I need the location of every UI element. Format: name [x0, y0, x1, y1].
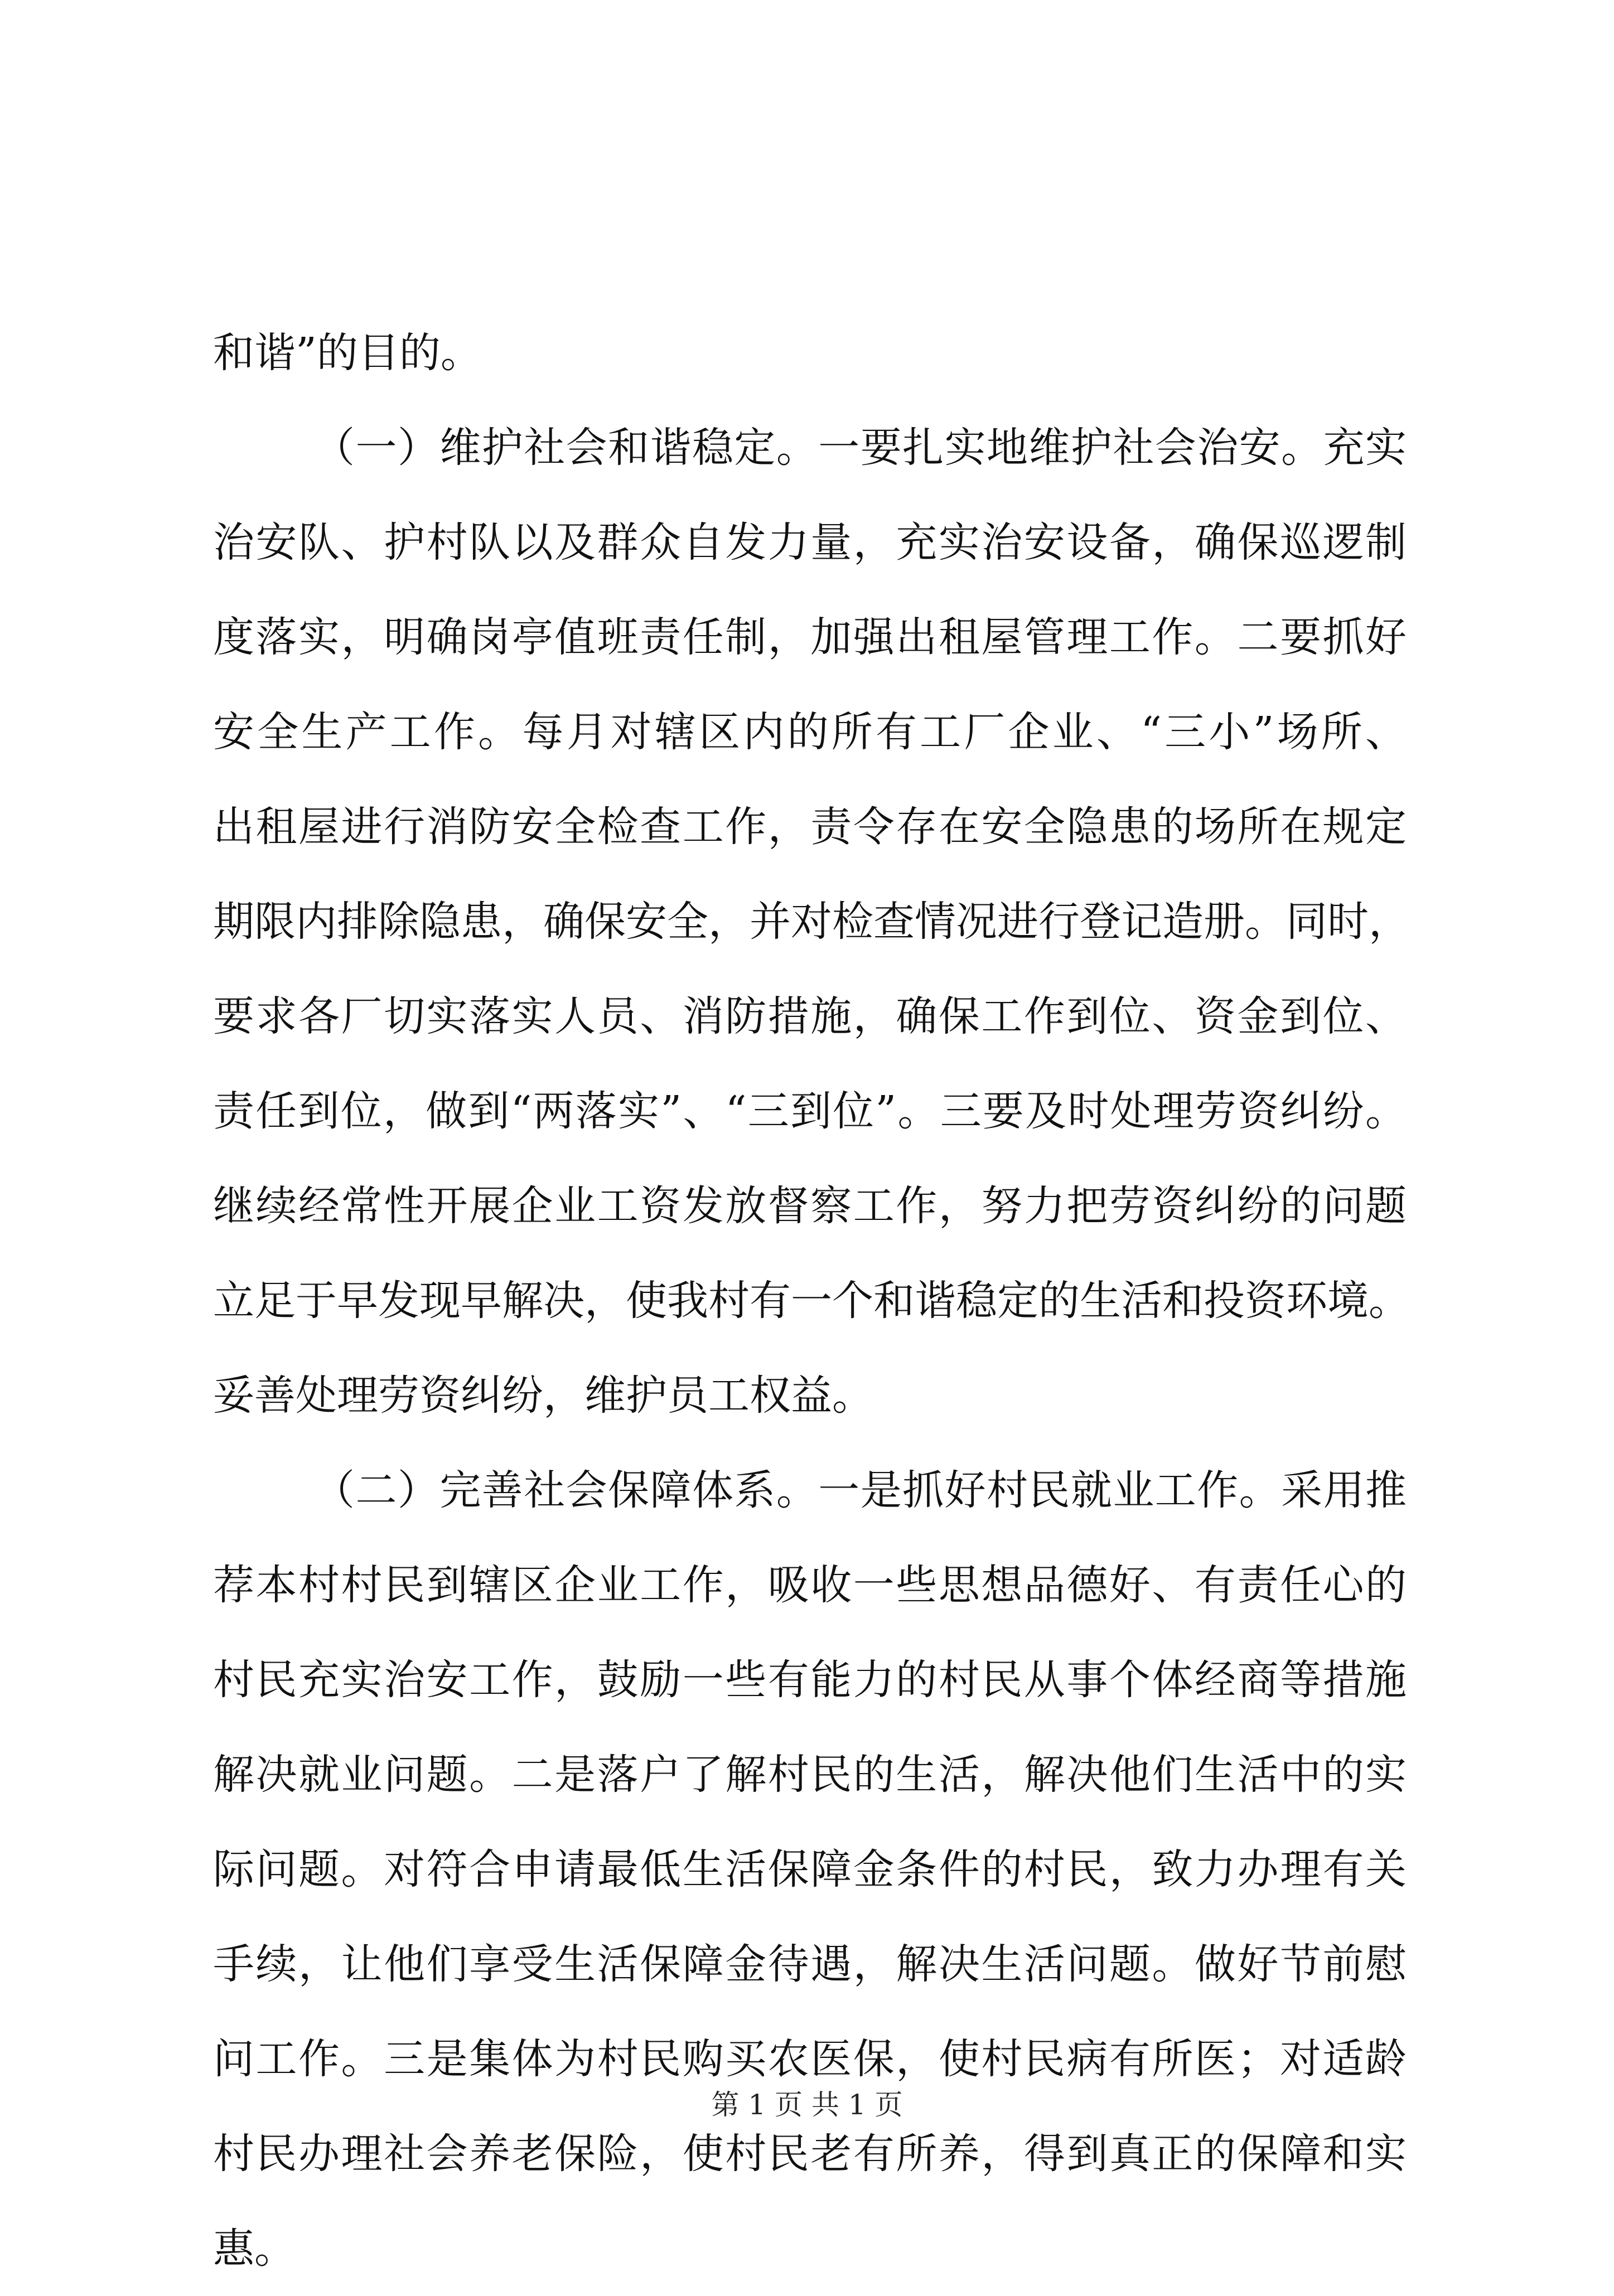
paragraph-line: 治安队、护村队以及群众自发力量，充实治安设备，确保巡逻制 — [213, 519, 1407, 566]
paragraph-line: （二）完善社会保障体系。一是抓好村民就业工作。采用推 — [313, 1466, 1407, 1514]
paragraph-line: 解决就业问题。二是落户了解村民的生活，解决他们生活中的实 — [213, 1751, 1407, 1799]
paragraph-line: 度落实，明确岗亭值班责任制，加强出租屋管理工作。二要抓好 — [213, 613, 1407, 661]
paragraph-line: 荐本村村民到辖区企业工作，吸收一些思想品德好、有责任心的 — [213, 1561, 1407, 1609]
paragraph-line: 责任到位，做到“两落实”、“三到位”。三要及时处理劳资纠纷。 — [213, 1087, 1407, 1135]
paragraph-line: 立足于早发现早解决，使我村有一个和谐稳定的生活和投资环境。 — [213, 1277, 1410, 1325]
page-footer: 第 1 页 共 1 页 — [711, 2089, 903, 2121]
paragraph-line: 和谐”的目的。 — [213, 329, 482, 377]
paragraph-line: 要求各厂切实落实人员、消防措施，确保工作到位、资金到位、 — [213, 992, 1407, 1040]
paragraph-line: （一）维护社会和谐稳定。一要扎实地维护社会治安。充实 — [313, 424, 1407, 472]
paragraph-line: 继续经常性开展企业工资发放督察工作，努力把劳资纠纷的问题 — [213, 1182, 1407, 1230]
paragraph-line: 惠。 — [213, 2225, 296, 2273]
paragraph-line: 村民办理社会养老保险，使村民老有所养，得到真正的保障和实 — [213, 2130, 1407, 2178]
paragraph-line: 安全生产工作。每月对辖区内的所有工厂企业、“三小”场所、 — [213, 708, 1407, 756]
document-body — [213, 306, 1410, 2296]
paragraph-line: 期限内排除隐患，确保安全，并对检查情况进行登记造册。同时， — [213, 898, 1410, 946]
paragraph-line: 际问题。对符合申请最低生活保障金条件的村民，致力办理有关 — [213, 1845, 1407, 1893]
paragraph-line: 出租屋进行消防安全检查工作，责令存在安全隐患的场所在规定 — [213, 803, 1407, 851]
paragraph-line: 妥善处理劳资纠纷，维护员工权益。 — [213, 1372, 873, 1420]
paragraph-line: 手续，让他们享受生活保障金待遇，解决生活问题。做好节前慰 — [213, 1940, 1407, 1988]
paragraph-line: 村民充实治安工作，鼓励一些有能力的村民从事个体经商等措施 — [213, 1656, 1407, 1704]
paragraph-line: 问工作。三是集体为村民购买农医保，使村民病有所医；对适龄 — [213, 2035, 1407, 2083]
